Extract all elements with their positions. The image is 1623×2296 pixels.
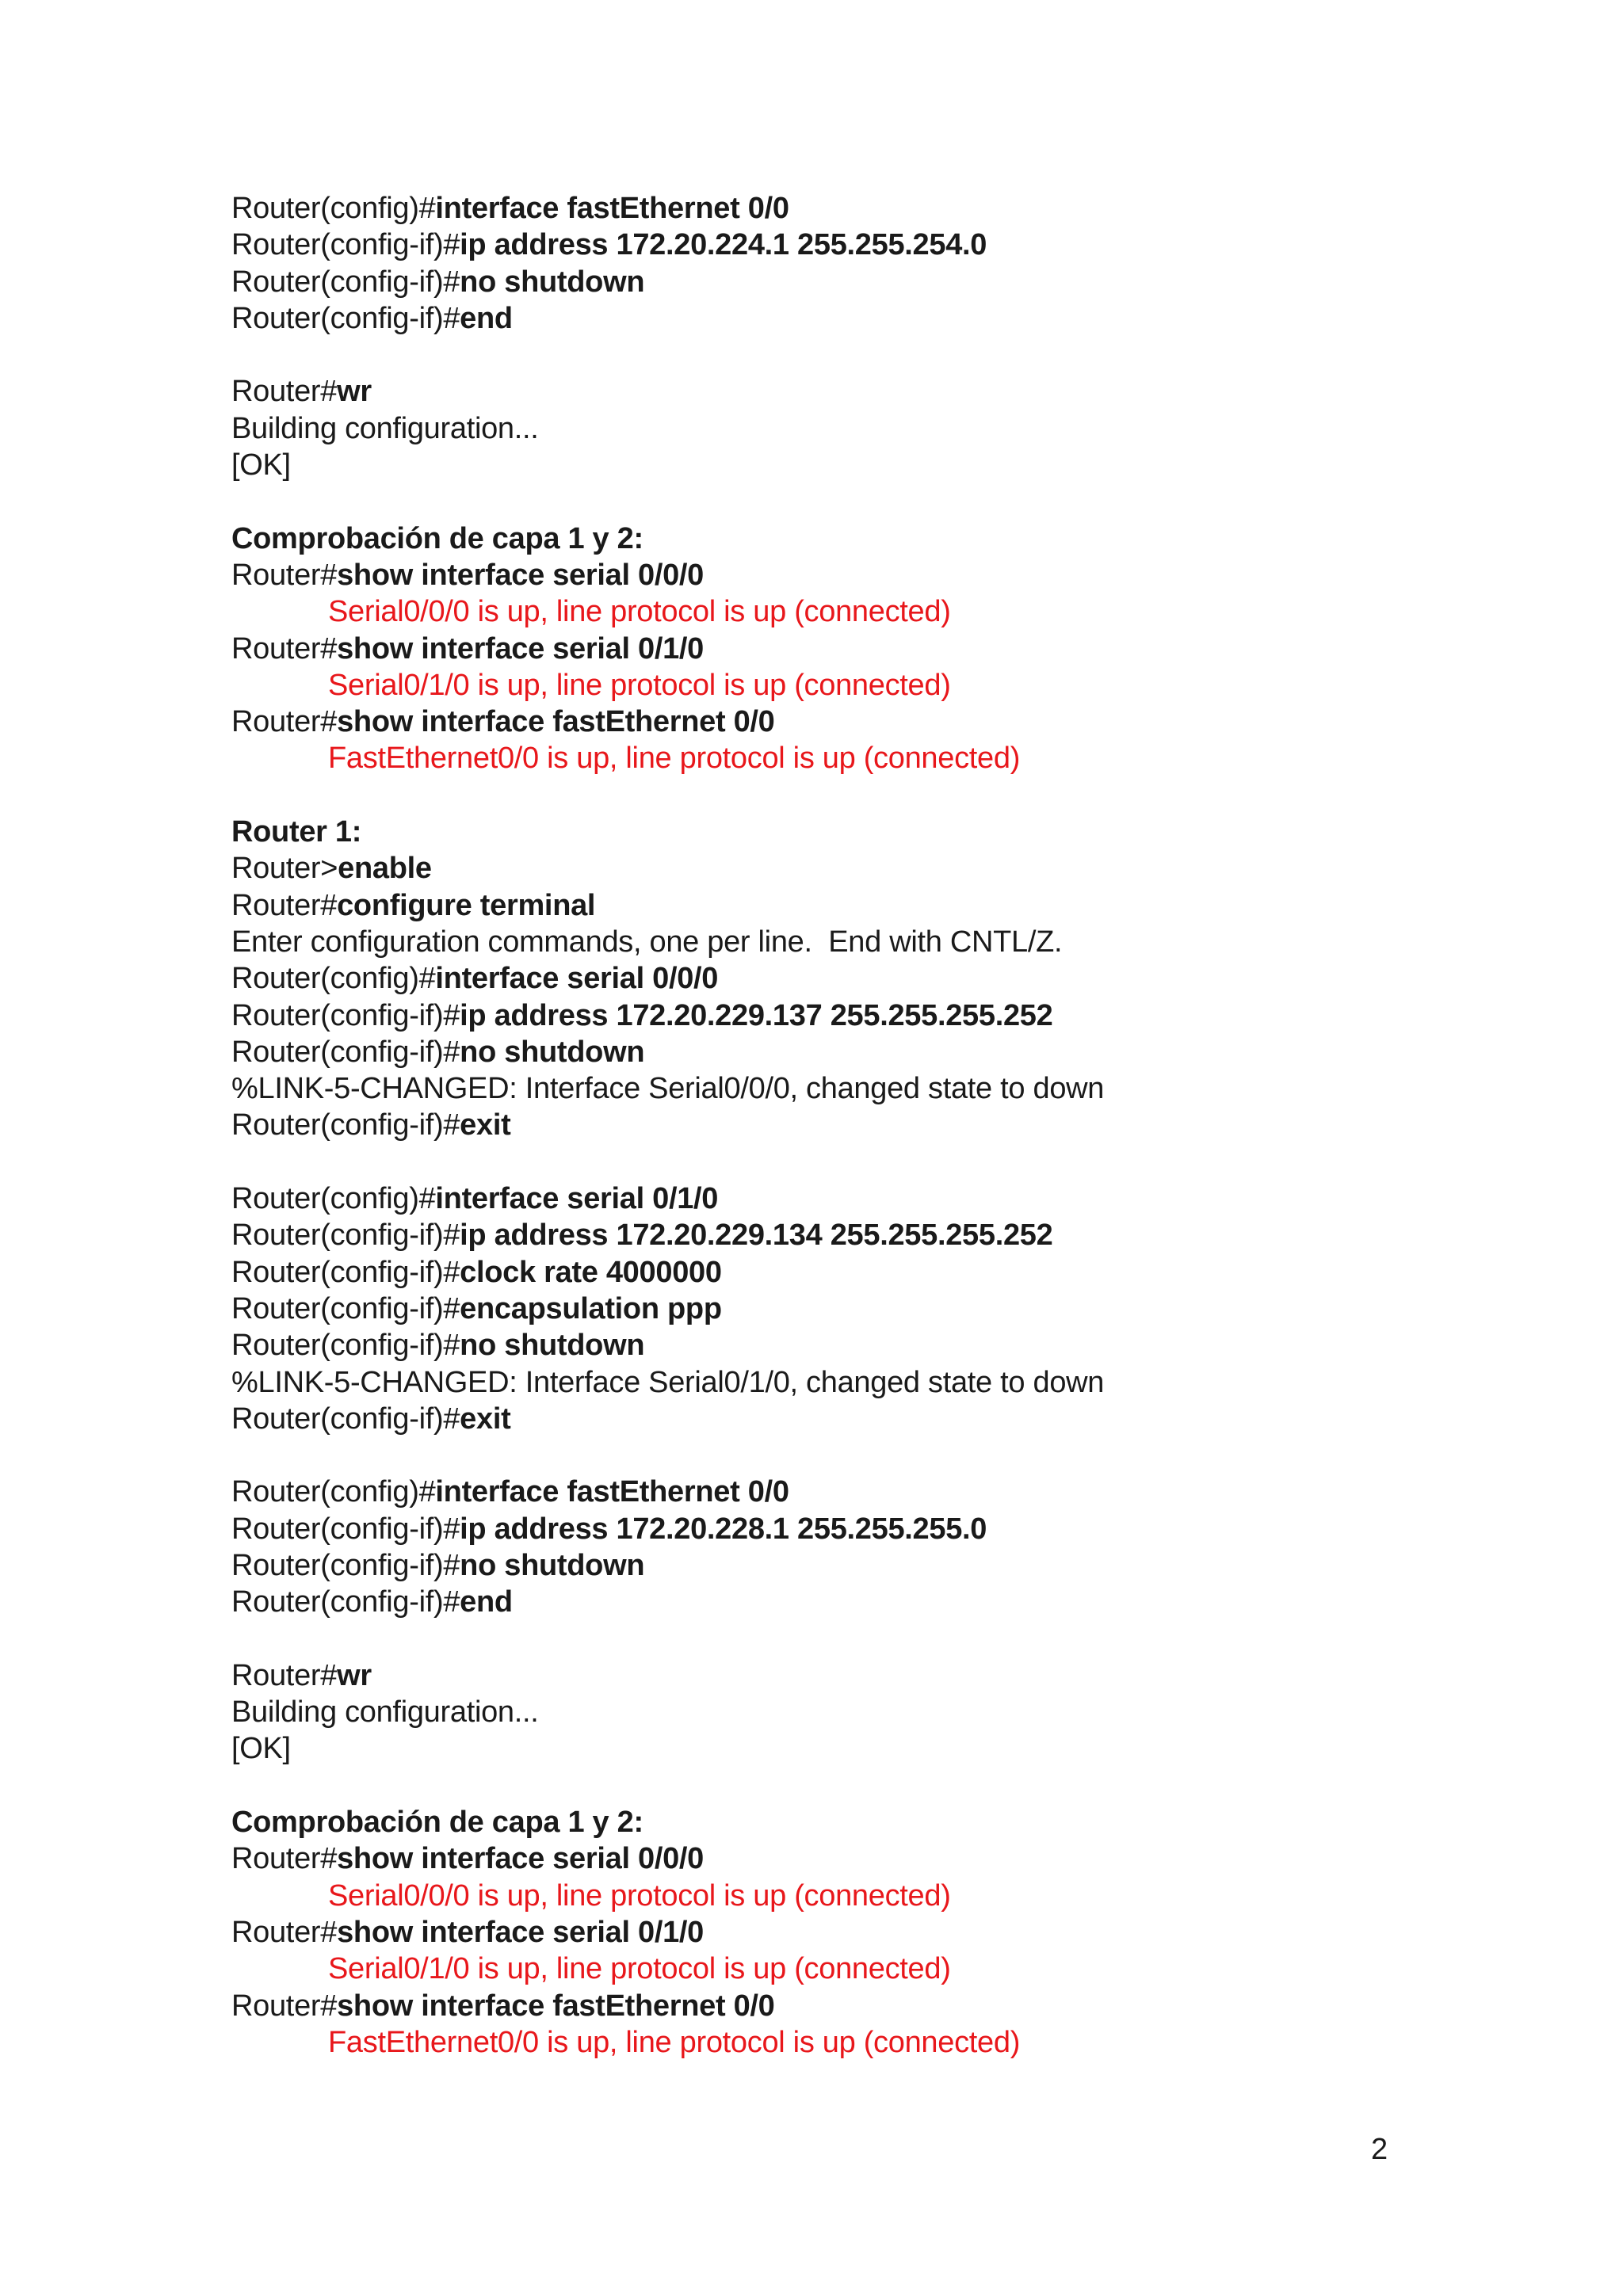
cli-command: wr: [337, 375, 372, 409]
output-line: [OK]: [231, 448, 291, 482]
command-line: [231, 1180, 1420, 1217]
command-line: [231, 1988, 1420, 2024]
command-line: [231, 960, 1420, 997]
cli-prompt: Router(config)#: [231, 192, 436, 225]
cli-command: wr: [337, 1658, 372, 1692]
cli-prompt: Router(config-if)#: [231, 1255, 460, 1289]
cli-prompt: Router(config-if)#: [231, 1402, 460, 1436]
command-line: [231, 1511, 1420, 1547]
command-line: [231, 264, 1420, 300]
cli-command: interface serial 0/1/0: [435, 1182, 719, 1216]
cli-command: show interface serial 0/0/0: [337, 558, 705, 592]
cli-command: interface fastEthernet 0/0: [435, 1475, 789, 1509]
section-heading: Comprobación de capa 1 y 2:: [231, 521, 643, 555]
cli-prompt: Router(config-if)#: [231, 1512, 460, 1546]
output-line: Enter configuration commands, one per line. End with CNTL/Z.: [231, 925, 1063, 959]
cli-prompt: Router#: [231, 375, 338, 409]
command-line: [231, 1914, 1420, 1951]
cli-prompt: Router(config-if)#: [231, 228, 460, 262]
cli-command: exit: [460, 1402, 511, 1436]
command-line: [231, 997, 1420, 1034]
command-line: [231, 1327, 1420, 1363]
cli-prompt: Router(config-if)#: [231, 1035, 460, 1069]
status-output-line: Serial0/1/0 is up, line protocol is up (connected): [328, 668, 951, 702]
command-line: [231, 1474, 1420, 1510]
cli-command: ip address 172.20.224.1 255.255.254.0: [460, 228, 987, 262]
cli-command: show interface serial 0/0/0: [337, 1842, 705, 1876]
blank-line: [231, 777, 1420, 814]
cli-prompt: Router#: [231, 1658, 338, 1692]
output-line: %LINK-5-CHANGED: Interface Serial0/1/0, changed state to down: [231, 1365, 1105, 1399]
cli-command: no shutdown: [460, 1329, 645, 1363]
status-output-line: FastEthernet0/0 is up, line protocol is up (connected): [328, 742, 1021, 776]
command-line: [231, 557, 1420, 593]
cli-command: show interface serial 0/1/0: [337, 1915, 705, 1949]
status-output-line: Serial0/0/0 is up, line protocol is up (connected): [328, 1878, 951, 1913]
command-line: [231, 1107, 1420, 1143]
cli-prompt: Router(config-if)#: [231, 265, 460, 299]
cli-command: no shutdown: [460, 1035, 645, 1069]
cli-prompt: Router#: [231, 888, 338, 922]
command-line: [231, 1034, 1420, 1070]
cli-command: ip address 172.20.229.134 255.255.255.252: [460, 1219, 1053, 1253]
document-body: [231, 190, 1420, 2061]
output-line: %LINK-5-CHANGED: Interface Serial0/0/0, changed state to down: [231, 1072, 1105, 1106]
cli-prompt: Router#: [231, 631, 338, 666]
cli-command: end: [460, 1585, 513, 1619]
command-line: [231, 1547, 1420, 1584]
command-line: [231, 704, 1420, 740]
command-line: [231, 887, 1420, 924]
cli-prompt: Router#: [231, 558, 338, 592]
output-line: Building configuration...: [231, 411, 539, 445]
cli-command: show interface fastEthernet 0/0: [337, 705, 775, 739]
section-heading: Comprobación de capa 1 y 2:: [231, 1806, 643, 1840]
cli-command: interface fastEthernet 0/0: [435, 192, 789, 225]
cli-command: encapsulation ppp: [460, 1291, 722, 1325]
blank-line: [231, 1621, 1420, 1657]
command-line: [231, 1401, 1420, 1437]
cli-command: show interface serial 0/1/0: [337, 631, 705, 666]
output-line: Building configuration...: [231, 1695, 539, 1730]
command-line: [231, 1840, 1420, 1877]
output-line: [OK]: [231, 1732, 291, 1766]
status-output-line: Serial0/1/0 is up, line protocol is up (connected): [328, 1952, 951, 1986]
cli-command: end: [460, 301, 513, 335]
section-heading: Router 1:: [231, 815, 362, 849]
command-line: [231, 1584, 1420, 1620]
command-line: [231, 631, 1420, 667]
cli-command: no shutdown: [460, 265, 645, 299]
blank-line: [231, 483, 1420, 520]
command-line: [231, 1291, 1420, 1327]
cli-prompt: Router(config-if)#: [231, 301, 460, 335]
cli-prompt: Router>: [231, 852, 338, 886]
page-number: 2: [1371, 2133, 1388, 2166]
command-line: [231, 300, 1420, 337]
cli-prompt: Router(config)#: [231, 962, 436, 996]
blank-line: [231, 1437, 1420, 1474]
command-line: [231, 1217, 1420, 1253]
blank-line: [231, 1768, 1420, 1804]
blank-line: [231, 337, 1420, 373]
cli-prompt: Router(config-if)#: [231, 998, 460, 1032]
cli-prompt: Router#: [231, 1842, 338, 1876]
cli-prompt: Router#: [231, 1989, 338, 2023]
cli-command: enable: [338, 852, 432, 886]
command-line: [231, 227, 1420, 263]
cli-command: show interface fastEthernet 0/0: [337, 1989, 775, 2023]
status-output-line: Serial0/0/0 is up, line protocol is up (connected): [328, 595, 951, 629]
cli-command: no shutdown: [460, 1548, 645, 1582]
cli-prompt: Router(config-if)#: [231, 1329, 460, 1363]
cli-command: exit: [460, 1108, 511, 1142]
status-output-line: FastEthernet0/0 is up, line protocol is up (connected): [328, 2025, 1021, 2059]
cli-command: configure terminal: [337, 888, 596, 922]
command-line: [231, 1657, 1420, 1694]
cli-prompt: Router(config)#: [231, 1475, 436, 1509]
command-line: [231, 850, 1420, 887]
cli-prompt: Router(config-if)#: [231, 1585, 460, 1619]
command-line: [231, 373, 1420, 410]
cli-prompt: Router(config)#: [231, 1182, 436, 1216]
cli-command: ip address 172.20.229.137 255.255.255.252: [460, 998, 1053, 1032]
cli-prompt: Router(config-if)#: [231, 1291, 460, 1325]
cli-command: clock rate 4000000: [460, 1255, 722, 1289]
cli-prompt: Router(config-if)#: [231, 1219, 460, 1253]
command-line: [231, 1254, 1420, 1291]
cli-prompt: Router(config-if)#: [231, 1548, 460, 1582]
cli-prompt: Router#: [231, 1915, 338, 1949]
cli-prompt: Router(config-if)#: [231, 1108, 460, 1142]
cli-command: ip address 172.20.228.1 255.255.255.0: [460, 1512, 987, 1546]
cli-prompt: Router#: [231, 705, 338, 739]
cli-command: interface serial 0/0/0: [435, 962, 719, 996]
blank-line: [231, 1144, 1420, 1180]
command-line: [231, 190, 1420, 227]
